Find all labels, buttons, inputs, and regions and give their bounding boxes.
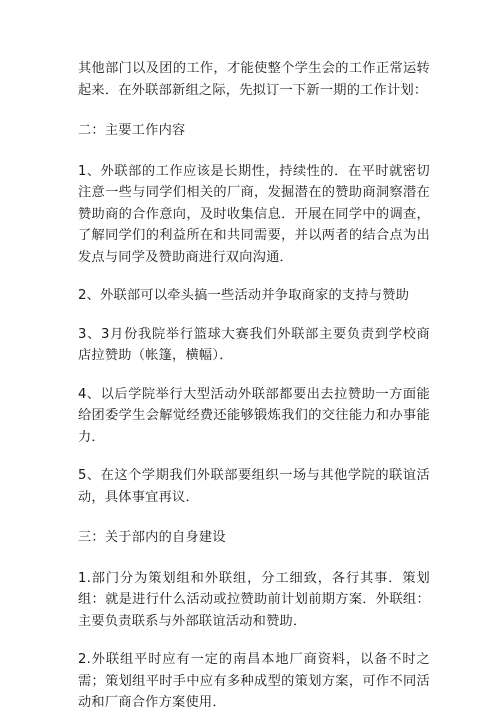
work-item-3: 3、3月份我院举行篮球大赛我们外联部主要负责到学校商店拉赞助（帐篷，横幅）．: [78, 326, 430, 363]
self-building-item-2: 2.外联组平时应有一定的南昌本地厂商资料，以备不时之需；策划组平时手中应有多种成型的策划方案，可作不同活动和厂商合作方案使用．: [78, 652, 430, 710]
intro-paragraph: 其他部门以及团的工作，才能使整个学生会的工作正常运转起来．在外联部新组之际，先拟订一下新一期的工作计划：: [78, 61, 430, 98]
work-item-4: 4、以后学院举行大型活动外联部都要出去拉赞助一方面能给团委学生会解觉经费还能够锻炼我们的交往能力和办事能力．: [78, 386, 430, 445]
work-item-1: 1、外联部的工作应该是长期性，持续性的．在平时就密切注意一些与同学们相关的厂商，发掘潜在的赞助商洞察潜在赞助商的合作意向，及时收集信息．开展在同学中的调查，了解同学们的利益所在和共同需要，并以两者的结合点为出发点与同学及赞助商进行双向沟通．: [78, 163, 430, 265]
section-heading-main-work: 二：主要工作内容: [78, 123, 186, 138]
section-heading-self-building: 三：关于部内的自身建设: [78, 530, 226, 545]
document-page: [78, 58, 430, 714]
self-building-item-1: 1.部门分为策划组和外联组，分工细致，各行其事．策划组：就是进行什么活动或拉赞助前计划前期方案．外联组：主要负责联系与外部联谊活动和赞助．: [78, 570, 430, 629]
work-item-5: 5、在这个学期我们外联部要组织一场与其他学院的联谊活动，具体事宜再议．: [78, 468, 430, 505]
work-item-2: 2、外联部可以牵头搞一些活动并争取商家的支持与赞助: [78, 288, 410, 303]
